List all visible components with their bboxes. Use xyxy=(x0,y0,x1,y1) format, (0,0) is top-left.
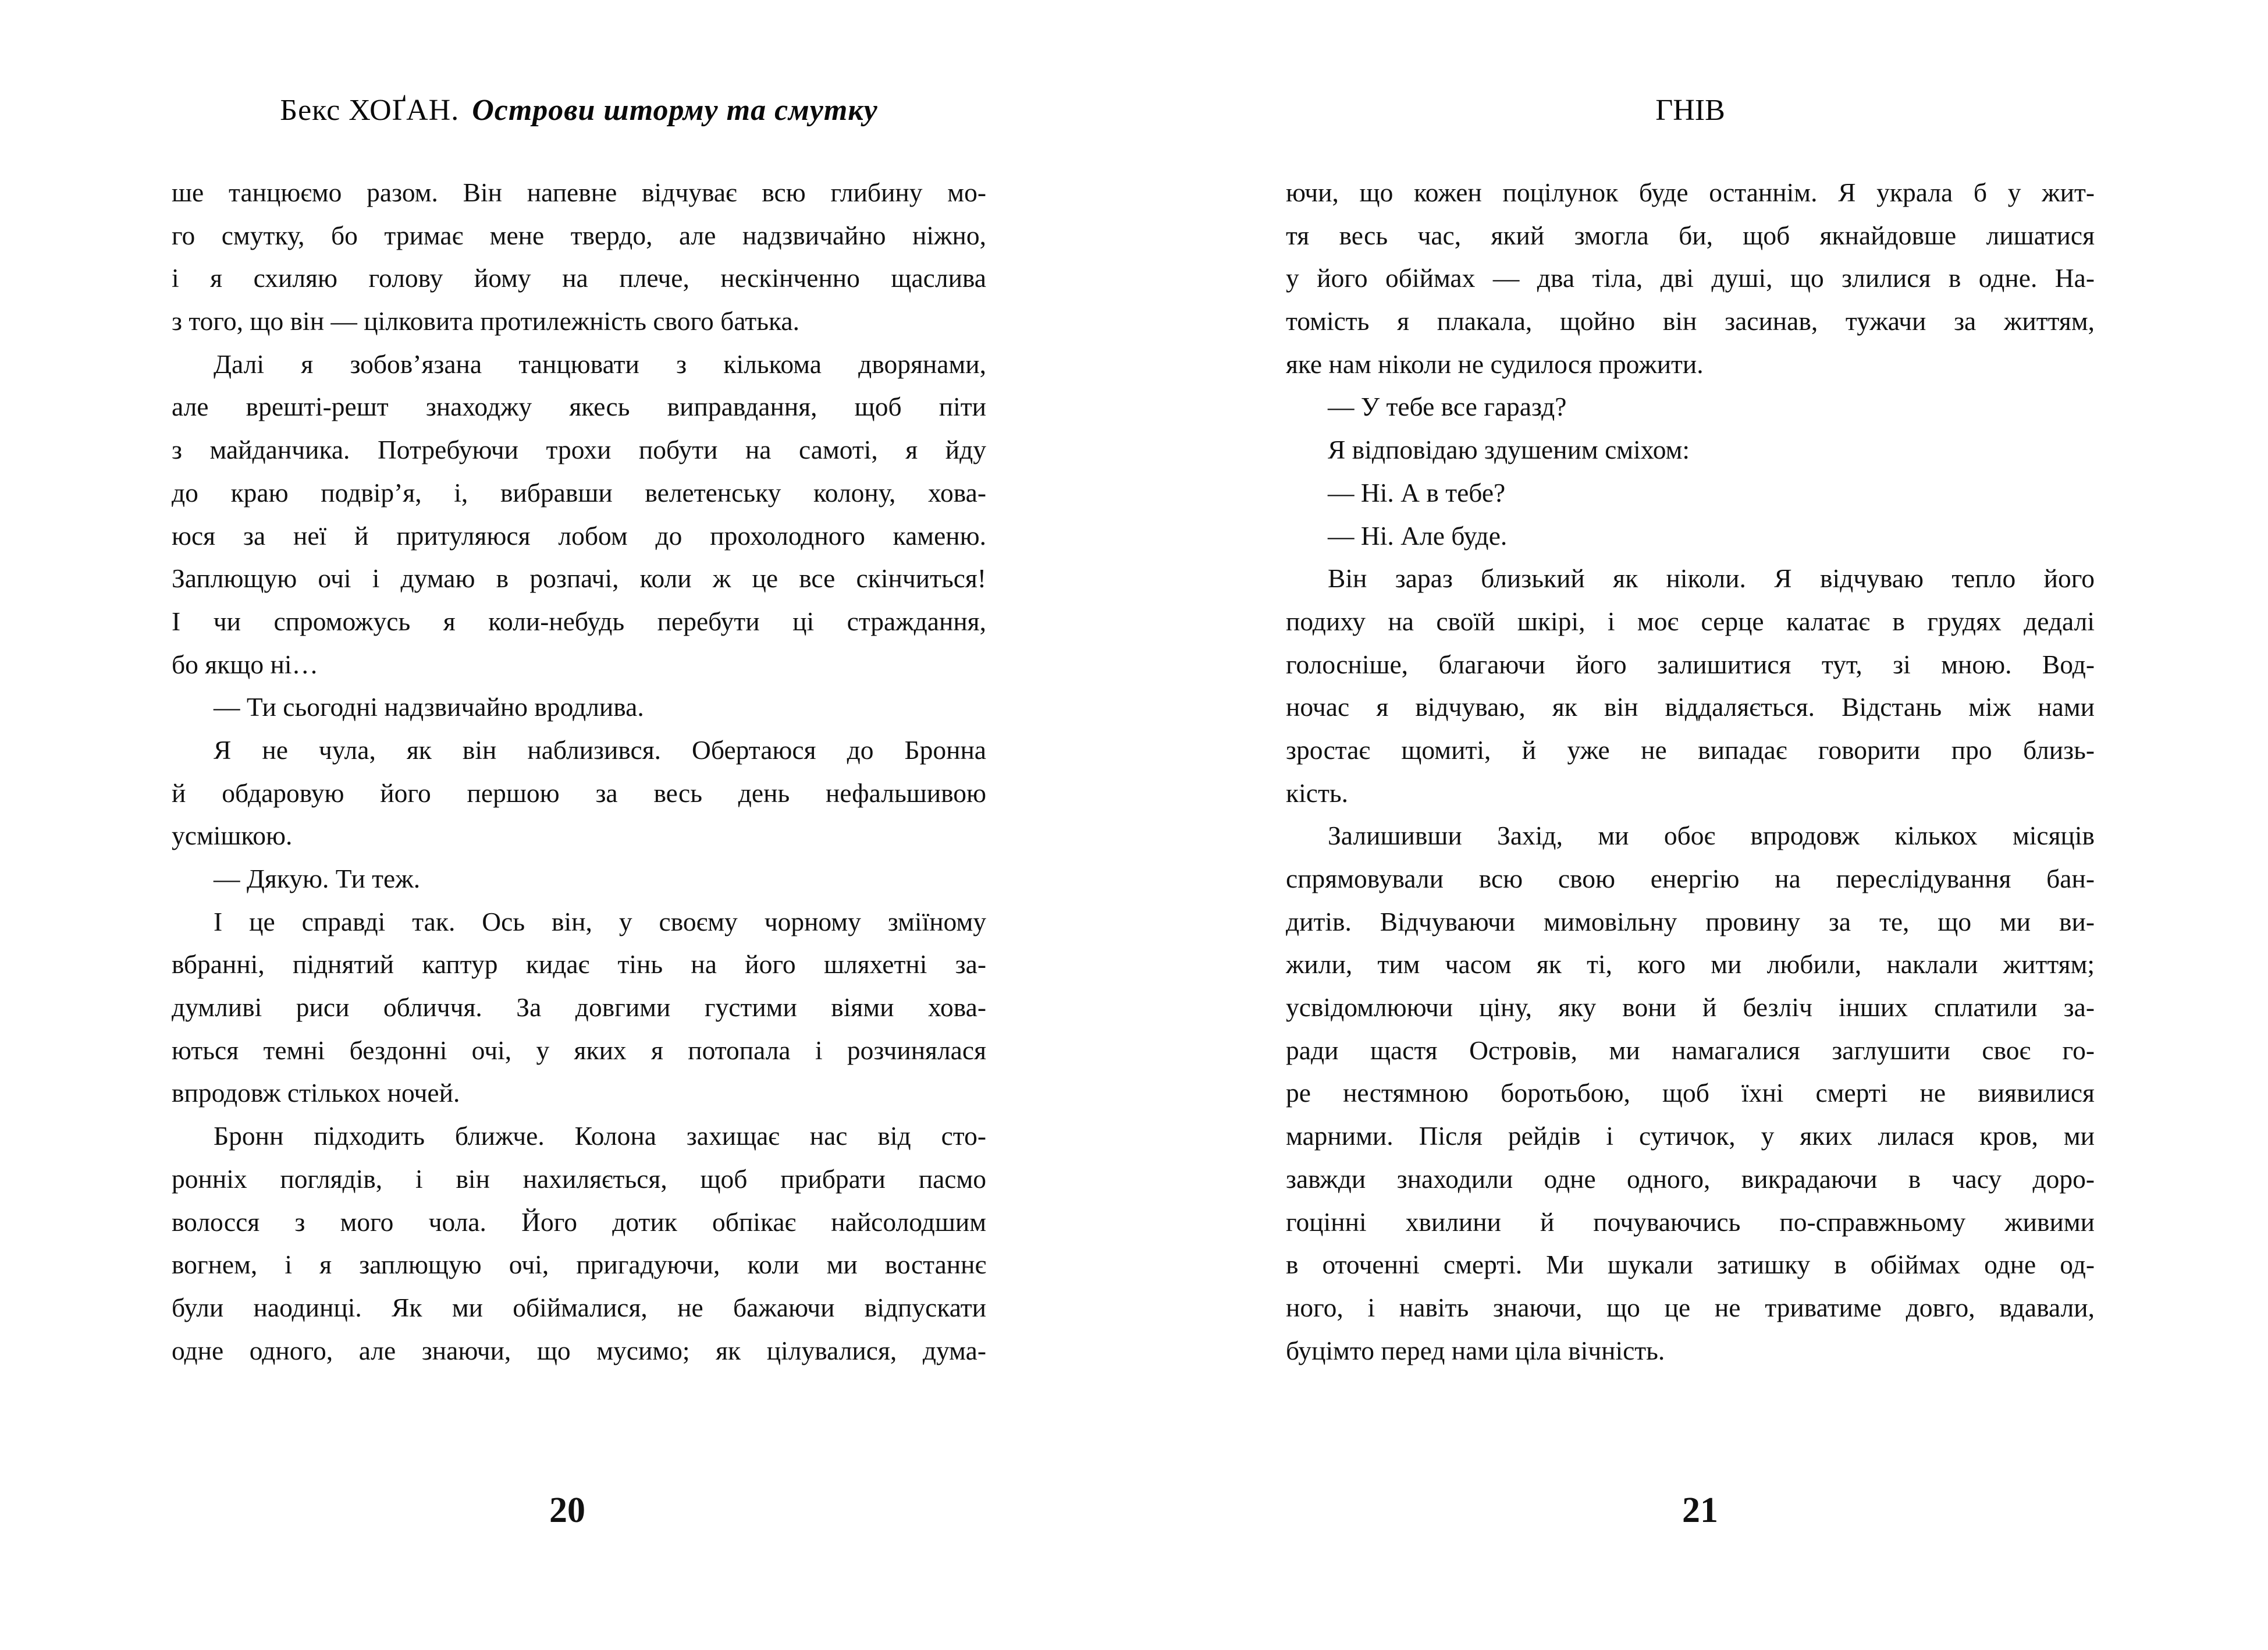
text-line: але врешті-решт знаходжу якесь виправдання, щоб піти xyxy=(172,392,986,422)
text-line: — Дякую. Ти теж. xyxy=(214,864,421,893)
right-page xyxy=(1134,0,2268,1650)
text-line: Далі я зобов’язана танцювати з кількома дворянами, xyxy=(214,349,986,379)
text-line: були наодинці. Як ми обіймалися, не бажаючи відпускати xyxy=(172,1292,986,1322)
text-line: марними. Після рейдів і сутичок, у яких лилася кров, ми xyxy=(1286,1121,2095,1151)
page-number-left: 20 xyxy=(549,1491,585,1530)
text-line: — Ні. А в тебе? xyxy=(1328,477,1506,508)
text-line: Заплющую очі і думаю в розпачі, коли ж це все скінчиться! xyxy=(172,563,986,594)
text-line: томість я плакала, щойно він засинав, тужачи за життям, xyxy=(1286,306,2095,336)
text-line: тя весь час, який змогла би, щоб якнайдовше лишатися xyxy=(1286,220,2095,250)
left-page-body xyxy=(172,171,986,1372)
page-number-right: 21 xyxy=(1682,1491,1718,1530)
text-line: впродовж стількох ночей. xyxy=(172,1078,460,1108)
text-line: буцімто перед нами ціла вічність. xyxy=(1286,1335,1665,1365)
text-line: І чи спроможусь я коли-небудь перебути ці страждання, xyxy=(172,606,986,636)
text-line: і я схиляю голову йому на плече, нескінченно щаслива xyxy=(172,263,986,293)
text-line: — У тебе все гаразд? xyxy=(1328,392,1567,422)
text-line: ше танцюємо разом. Він напевне відчуває всю глибину мо- xyxy=(172,178,986,207)
text-line: гоцінні хвилини й почуваючись по-справжньому живими xyxy=(1286,1207,2095,1237)
text-line: вогнем, і я заплющую очі, пригадуючи, коли ми востаннє xyxy=(172,1250,986,1280)
text-line: усвідомлюючи ціну, яку вони й безліч інших сплатили за- xyxy=(1286,992,2095,1023)
text-line: волосся з мого чола. Його дотик обпікає найсолодшим xyxy=(172,1207,986,1237)
text-line: спрямовували всю свою енергію на переслідування бан- xyxy=(1286,864,2095,893)
text-line: у його обіймах — два тіла, дві душі, що злилися в одне. На- xyxy=(1286,263,2095,293)
text-line: Він зараз близький як ніколи. Я відчуваю тепло його xyxy=(1328,563,2095,594)
text-line: Залишивши Захід, ми обоє впродовж кількох місяців xyxy=(1328,821,2095,851)
text-line: жили, тим часом як ті, кого ми любили, наклали життям; xyxy=(1286,949,2095,980)
text-line: й обдаровую його першою за весь день нефальшивою xyxy=(172,778,986,808)
text-line: подиху на своїй шкірі, і моє серце калатає в грудях дедалі xyxy=(1286,606,2095,636)
text-line: усмішкою. xyxy=(172,821,293,851)
running-head-chapter-title: ГНІВ xyxy=(1655,94,1725,127)
text-line: завжди знаходили одне одного, викрадаючи в часу доро- xyxy=(1286,1163,2095,1194)
text-line: ронніх поглядів, і він нахиляється, щоб прибрати пасмо xyxy=(172,1163,986,1194)
text-line: ються темні бездонні очі, у яких я потопала і розчинялася xyxy=(172,1035,986,1065)
text-line: яке нам ніколи не судилося прожити. xyxy=(1286,349,1704,379)
text-line: Я відповідаю здушеним сміхом: xyxy=(1328,435,1690,465)
text-line: юся за неї й притуляюся лобом до прохолодного каменю. xyxy=(172,520,986,551)
text-line: зростає щомиті, й уже не випадає говорити про близь- xyxy=(1286,734,2095,765)
text-line: ного, і навіть знаючи, що це не триватиме довго, вдавали, xyxy=(1286,1292,2095,1322)
running-head-book-title: Острови шторму та смутку xyxy=(472,94,878,127)
text-line: до краю подвір’я, і, вибравши велетенську колону, хова- xyxy=(172,477,986,508)
running-head-left xyxy=(172,93,986,128)
text-line: ре нестямною боротьбою, щоб їхні смерті не виявилися xyxy=(1286,1078,2095,1108)
right-page-body xyxy=(1286,171,2095,1372)
text-line: думливі риси обличчя. За довгими густими віями хова- xyxy=(172,992,986,1023)
text-line: одне одного, але знаючи, що мусимо; як цілувалися, дума- xyxy=(172,1335,986,1365)
text-line: Я не чула, як він наблизився. Обертаюся до Бронна xyxy=(214,734,986,765)
text-line: вбранні, піднятий каптур кидає тінь на його шляхетні за- xyxy=(172,949,986,980)
running-head-right xyxy=(1286,93,2095,128)
text-line: ради щастя Островів, ми намагалися заглушити своє го- xyxy=(1286,1035,2095,1065)
text-line: з того, що він — цілковита протилежність свого батька. xyxy=(172,306,799,336)
text-line: ночас я відчуваю, як він віддаляється. Відстань між нами xyxy=(1286,692,2095,722)
text-line: І це справді так. Ось він, у своєму чорному зміїному xyxy=(214,906,986,936)
text-line: — Ні. Але буде. xyxy=(1328,520,1508,551)
text-line: Бронн підходить ближче. Колона захищає нас від сто- xyxy=(214,1121,986,1151)
text-line: — Ти сьогодні надзвичайно вродлива. xyxy=(214,692,644,722)
text-line: голосніше, благаючи його залишитися тут, зі мною. Вод- xyxy=(1286,649,2095,679)
text-line: дитів. Відчуваючи мимовільну провину за те, що ми ви- xyxy=(1286,906,2095,936)
text-line: з майданчика. Потребуючи трохи побути на самоті, я йду xyxy=(172,435,986,465)
text-line: в оточенні смерті. Ми шукали затишку в обіймах одне од- xyxy=(1286,1250,2095,1280)
text-line: бо якщо ні… xyxy=(172,649,318,679)
text-line: го смутку, бо тримає мене твердо, але надзвичайно ніжно, xyxy=(172,220,986,250)
text-line: ючи, що кожен поцілунок буде останнім. Я украла б у жит- xyxy=(1286,178,2095,207)
text-line: кість. xyxy=(1286,778,1348,808)
running-head-author: Бекс ХОҐАН. xyxy=(280,94,460,127)
